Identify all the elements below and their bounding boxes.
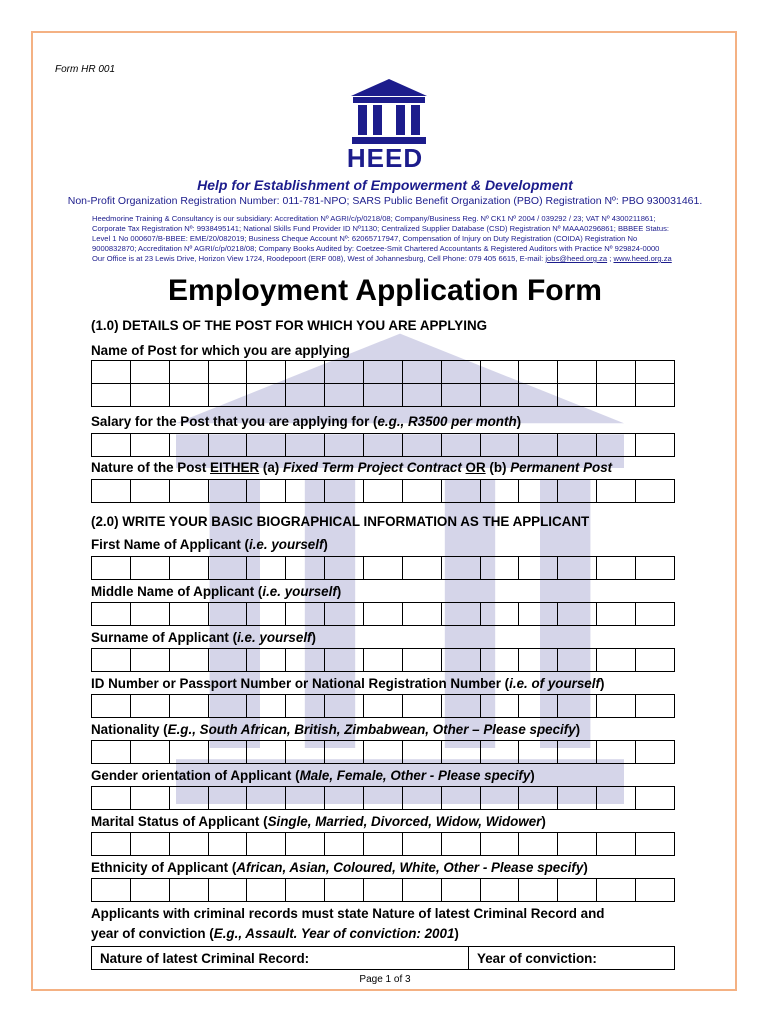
- grid-row: [92, 384, 675, 407]
- character-box[interactable]: [169, 879, 208, 902]
- first-name-grid[interactable]: [91, 556, 675, 580]
- character-box[interactable]: [402, 434, 441, 457]
- character-box[interactable]: [558, 833, 597, 856]
- character-box[interactable]: [247, 649, 286, 672]
- gender-label: Gender orientation of Applicant (Male, Female, Other - Please specify): [91, 768, 535, 783]
- character-box[interactable]: [169, 434, 208, 457]
- character-box[interactable]: [441, 695, 480, 718]
- character-box[interactable]: [208, 787, 247, 810]
- character-box[interactable]: [636, 833, 675, 856]
- character-box[interactable]: [208, 649, 247, 672]
- character-box[interactable]: [92, 384, 131, 407]
- character-box[interactable]: [480, 787, 519, 810]
- surname-grid[interactable]: [91, 648, 675, 672]
- character-box[interactable]: [558, 434, 597, 457]
- salary-label: Salary for the Post that you are applying for (e.g., R3500 per month): [91, 414, 522, 429]
- office-address: [92, 254, 692, 264]
- grid-row: [92, 833, 675, 856]
- character-box[interactable]: [325, 649, 364, 672]
- character-box[interactable]: [636, 384, 675, 407]
- character-box[interactable]: [519, 361, 558, 384]
- character-box[interactable]: [325, 603, 364, 626]
- character-box[interactable]: [130, 833, 169, 856]
- ethnicity-label: Ethnicity of Applicant (African, Asian, Coloured, White, Other - Please specify): [91, 860, 588, 875]
- character-box[interactable]: [130, 649, 169, 672]
- character-box[interactable]: [597, 434, 636, 457]
- grid-row: [92, 695, 675, 718]
- id-number-label: ID Number or Passport Number or National Registration Number (i.e. of yourself): [91, 676, 605, 691]
- character-box[interactable]: [480, 480, 519, 503]
- criminal-record-note: Applicants with criminal records must state Nature of latest Criminal Record and: [91, 906, 605, 921]
- fine-print-line: Corporate Tax Registration Nº: 9938495141; National Skills Fund Provider ID Nº1130; Centralized Supplier Database (CSD) Registration Nº MAAA0296861; BBBEE Status:: [92, 224, 670, 233]
- id-number-grid[interactable]: [91, 694, 675, 718]
- character-box[interactable]: [247, 384, 286, 407]
- character-box[interactable]: [441, 649, 480, 672]
- character-box[interactable]: [130, 741, 169, 764]
- fine-print-line: 9000832870; Accreditation Nº AGRI/c/p/0218/08; Company Books Audited by: Coetzee-Smit Chartered Accountants & Registered Auditors with Practice Nº 929824-0000: [92, 244, 660, 253]
- character-box[interactable]: [286, 434, 325, 457]
- character-box[interactable]: [597, 557, 636, 580]
- character-box[interactable]: [636, 480, 675, 503]
- character-box[interactable]: [441, 384, 480, 407]
- character-box[interactable]: [364, 833, 403, 856]
- website-link[interactable]: www.heed.org.za: [613, 254, 672, 263]
- character-box[interactable]: [558, 649, 597, 672]
- character-box[interactable]: [169, 557, 208, 580]
- character-box[interactable]: [169, 787, 208, 810]
- character-box[interactable]: [364, 384, 403, 407]
- character-box[interactable]: [519, 434, 558, 457]
- character-box[interactable]: [636, 434, 675, 457]
- character-box[interactable]: [480, 695, 519, 718]
- grid-row: [92, 649, 675, 672]
- character-box[interactable]: [286, 603, 325, 626]
- character-box[interactable]: [286, 480, 325, 503]
- character-box[interactable]: [325, 741, 364, 764]
- email-link[interactable]: jobs@heed.org.za: [545, 254, 608, 263]
- registration-fine-print: [92, 214, 692, 264]
- character-box[interactable]: [441, 361, 480, 384]
- character-box[interactable]: [519, 649, 558, 672]
- character-box[interactable]: [402, 603, 441, 626]
- character-box[interactable]: [402, 741, 441, 764]
- character-box[interactable]: [286, 649, 325, 672]
- character-box[interactable]: [325, 557, 364, 580]
- character-box[interactable]: [325, 480, 364, 503]
- address-text: Our Office is at 23 Lewis Drive, Horizon View 1724, Roodepoort (ERF 008), West of Johannesburg, Cell Phone: 079 405 6615, E-mail:: [92, 254, 544, 263]
- character-box[interactable]: [364, 649, 403, 672]
- first-name-label: First Name of Applicant (i.e. yourself): [91, 537, 328, 552]
- surname-label: Surname of Applicant (i.e. yourself): [91, 630, 316, 645]
- character-box[interactable]: [441, 480, 480, 503]
- character-box[interactable]: [92, 787, 131, 810]
- criminal-record-nature-cell[interactable]: Nature of latest Criminal Record:: [92, 947, 469, 970]
- npo-registration: Non-Profit Organization Registration Number: 011-781-NPO; SARS Public Benefit Organization (PBO) Registration Nº: PBO 930031461.: [67, 195, 703, 207]
- character-box[interactable]: [480, 361, 519, 384]
- character-box[interactable]: [597, 879, 636, 902]
- character-box[interactable]: [247, 603, 286, 626]
- conviction-year-cell[interactable]: Year of conviction:: [469, 947, 675, 970]
- character-box[interactable]: [519, 480, 558, 503]
- character-box[interactable]: [130, 603, 169, 626]
- character-box[interactable]: [364, 434, 403, 457]
- table-row: [92, 947, 675, 970]
- character-box[interactable]: [597, 384, 636, 407]
- character-box[interactable]: [364, 361, 403, 384]
- character-box[interactable]: [558, 787, 597, 810]
- character-box[interactable]: [169, 384, 208, 407]
- character-box[interactable]: [364, 557, 403, 580]
- character-box[interactable]: [92, 695, 131, 718]
- character-box[interactable]: [636, 879, 675, 902]
- character-box[interactable]: [92, 434, 131, 457]
- character-box[interactable]: [92, 833, 131, 856]
- character-box[interactable]: [480, 833, 519, 856]
- character-box[interactable]: [441, 741, 480, 764]
- character-box[interactable]: [247, 741, 286, 764]
- character-box[interactable]: [325, 434, 364, 457]
- separator: ;: [609, 254, 612, 263]
- character-box[interactable]: [325, 384, 364, 407]
- character-box[interactable]: [169, 603, 208, 626]
- character-box[interactable]: [441, 434, 480, 457]
- character-box[interactable]: [286, 833, 325, 856]
- character-box[interactable]: [558, 741, 597, 764]
- character-box[interactable]: [558, 879, 597, 902]
- character-box[interactable]: [636, 741, 675, 764]
- character-box[interactable]: [597, 695, 636, 718]
- character-box[interactable]: [519, 557, 558, 580]
- character-box[interactable]: [480, 741, 519, 764]
- character-box[interactable]: [208, 741, 247, 764]
- character-box[interactable]: [325, 879, 364, 902]
- character-box[interactable]: [169, 741, 208, 764]
- form-title: Employment Application Form: [168, 274, 602, 307]
- character-box[interactable]: [130, 695, 169, 718]
- character-box[interactable]: [325, 787, 364, 810]
- character-box[interactable]: [247, 787, 286, 810]
- character-box[interactable]: [480, 434, 519, 457]
- character-box[interactable]: [636, 361, 675, 384]
- character-box[interactable]: [441, 879, 480, 902]
- character-box[interactable]: [286, 741, 325, 764]
- character-box[interactable]: [247, 695, 286, 718]
- character-box[interactable]: [325, 833, 364, 856]
- character-box[interactable]: [325, 695, 364, 718]
- character-box[interactable]: [597, 741, 636, 764]
- character-box[interactable]: [364, 741, 403, 764]
- character-box[interactable]: [597, 361, 636, 384]
- character-box[interactable]: [402, 649, 441, 672]
- character-box[interactable]: [402, 695, 441, 718]
- character-box[interactable]: [286, 384, 325, 407]
- character-box[interactable]: [92, 741, 131, 764]
- character-box[interactable]: [636, 695, 675, 718]
- character-box[interactable]: [402, 557, 441, 580]
- character-box[interactable]: [441, 833, 480, 856]
- character-box[interactable]: [519, 833, 558, 856]
- character-box[interactable]: [247, 879, 286, 902]
- nationality-grid[interactable]: [91, 740, 675, 764]
- grid-row: [92, 434, 675, 457]
- character-box[interactable]: [597, 603, 636, 626]
- character-box[interactable]: [130, 384, 169, 407]
- marital-status-grid[interactable]: [91, 832, 675, 856]
- character-box[interactable]: [169, 833, 208, 856]
- character-box[interactable]: [130, 879, 169, 902]
- character-box[interactable]: [286, 879, 325, 902]
- character-box[interactable]: [92, 557, 131, 580]
- character-box[interactable]: [286, 695, 325, 718]
- character-box[interactable]: [597, 787, 636, 810]
- character-box[interactable]: [247, 480, 286, 503]
- character-box[interactable]: [636, 603, 675, 626]
- character-box[interactable]: [169, 649, 208, 672]
- character-box[interactable]: [92, 603, 131, 626]
- grid-row: [92, 787, 675, 810]
- gender-grid[interactable]: [91, 786, 675, 810]
- character-box[interactable]: [636, 787, 675, 810]
- character-box[interactable]: [519, 879, 558, 902]
- org-tagline: Help for Establishment of Empowerment & Development: [197, 177, 573, 193]
- character-box[interactable]: [480, 649, 519, 672]
- character-box[interactable]: [480, 557, 519, 580]
- org-name: HEED: [346, 143, 424, 173]
- character-box[interactable]: [364, 879, 403, 902]
- section1-heading: (1.0) DETAILS OF THE POST FOR WHICH YOU ARE APPLYING: [91, 318, 488, 333]
- character-box[interactable]: [402, 787, 441, 810]
- heed-logo-icon: [349, 76, 429, 146]
- character-box[interactable]: [364, 787, 403, 810]
- character-box[interactable]: [208, 361, 247, 384]
- character-box[interactable]: [208, 833, 247, 856]
- grid-row: [92, 557, 675, 580]
- character-box[interactable]: [325, 361, 364, 384]
- post-name-grid[interactable]: [91, 360, 675, 407]
- character-box[interactable]: [519, 384, 558, 407]
- character-box[interactable]: [169, 695, 208, 718]
- character-box[interactable]: [92, 361, 131, 384]
- character-box[interactable]: [92, 879, 131, 902]
- character-box[interactable]: [208, 384, 247, 407]
- character-box[interactable]: [402, 384, 441, 407]
- character-box[interactable]: [402, 879, 441, 902]
- character-box[interactable]: [558, 361, 597, 384]
- character-box[interactable]: [480, 879, 519, 902]
- grid-row: [92, 603, 675, 626]
- character-box[interactable]: [92, 480, 131, 503]
- character-box[interactable]: [247, 361, 286, 384]
- character-box[interactable]: [364, 603, 403, 626]
- character-box[interactable]: [130, 361, 169, 384]
- grid-row: [92, 480, 675, 503]
- character-box[interactable]: [208, 557, 247, 580]
- character-box[interactable]: [208, 879, 247, 902]
- grid-row: [92, 741, 675, 764]
- character-box[interactable]: [636, 649, 675, 672]
- character-box[interactable]: [92, 649, 131, 672]
- criminal-record-table: [91, 946, 675, 970]
- character-box[interactable]: [130, 557, 169, 580]
- nature-of-post-label: Nature of the Post EITHER (a) Fixed Term Project Contract OR (b) Permanent Post: [91, 460, 613, 475]
- fine-print-line: Level 1 No 000607/B-BBEE: EME/20/082019; Business Cheque Account Nº: 62065717947, Compensation of Injury on Duty Registration (COIDA) Registration No: [92, 234, 638, 243]
- character-box[interactable]: [208, 695, 247, 718]
- character-box[interactable]: [558, 384, 597, 407]
- character-box[interactable]: [441, 603, 480, 626]
- character-box[interactable]: [247, 557, 286, 580]
- middle-name-grid[interactable]: [91, 602, 675, 626]
- section2-heading: (2.0) WRITE YOUR BASIC BIOGRAPHICAL INFORMATION AS THE APPLICANT: [91, 514, 590, 529]
- character-box[interactable]: [519, 787, 558, 810]
- post-name-label: Name of Post for which you are applying: [91, 343, 350, 358]
- character-box[interactable]: [364, 480, 403, 503]
- character-box[interactable]: [402, 361, 441, 384]
- character-box[interactable]: [519, 741, 558, 764]
- character-box[interactable]: [169, 361, 208, 384]
- character-box[interactable]: [286, 787, 325, 810]
- character-box[interactable]: [480, 603, 519, 626]
- page-number: Page 1 of 3: [359, 974, 411, 985]
- character-box[interactable]: [636, 557, 675, 580]
- character-box[interactable]: [519, 695, 558, 718]
- character-box[interactable]: [286, 557, 325, 580]
- character-box[interactable]: [247, 833, 286, 856]
- character-box[interactable]: [597, 480, 636, 503]
- character-box[interactable]: [558, 603, 597, 626]
- ethnicity-grid[interactable]: [91, 878, 675, 902]
- character-box[interactable]: [558, 480, 597, 503]
- character-box[interactable]: [441, 787, 480, 810]
- character-box[interactable]: [364, 695, 403, 718]
- character-box[interactable]: [402, 833, 441, 856]
- character-box[interactable]: [558, 695, 597, 718]
- character-box[interactable]: [247, 434, 286, 457]
- criminal-record-note-2: year of conviction (E.g., Assault. Year of conviction: 2001): [91, 926, 459, 941]
- character-box[interactable]: [441, 557, 480, 580]
- character-box[interactable]: [208, 434, 247, 457]
- character-box[interactable]: [208, 480, 247, 503]
- salary-grid[interactable]: [91, 433, 675, 457]
- character-box[interactable]: [519, 603, 558, 626]
- middle-name-label: Middle Name of Applicant (i.e. yourself): [91, 584, 342, 599]
- fine-print-line: Heedmorine Training & Consultancy is our subsidiary: Accreditation Nº AGRI/c/p/0218/08; Company/Business Reg. Nº CK1 Nº 2004 / 039292 / 23; VAT Nº 4300211861;: [92, 214, 656, 223]
- character-box[interactable]: [130, 787, 169, 810]
- grid-row: [92, 361, 675, 384]
- nature-of-post-grid[interactable]: [91, 479, 675, 503]
- nationality-label: Nationality (E.g., South African, British, Zimbabwean, Other – Please specify): [91, 722, 581, 737]
- character-box[interactable]: [169, 480, 208, 503]
- form-number: Form HR 001: [55, 64, 116, 75]
- grid-row: [92, 879, 675, 902]
- character-box[interactable]: [208, 603, 247, 626]
- character-box[interactable]: [130, 434, 169, 457]
- character-box[interactable]: [597, 833, 636, 856]
- marital-status-label: Marital Status of Applicant (Single, Married, Divorced, Widow, Widower): [91, 814, 546, 829]
- character-box[interactable]: [480, 384, 519, 407]
- character-box[interactable]: [597, 649, 636, 672]
- character-box[interactable]: [558, 557, 597, 580]
- character-box[interactable]: [402, 480, 441, 503]
- character-box[interactable]: [130, 480, 169, 503]
- character-box[interactable]: [286, 361, 325, 384]
